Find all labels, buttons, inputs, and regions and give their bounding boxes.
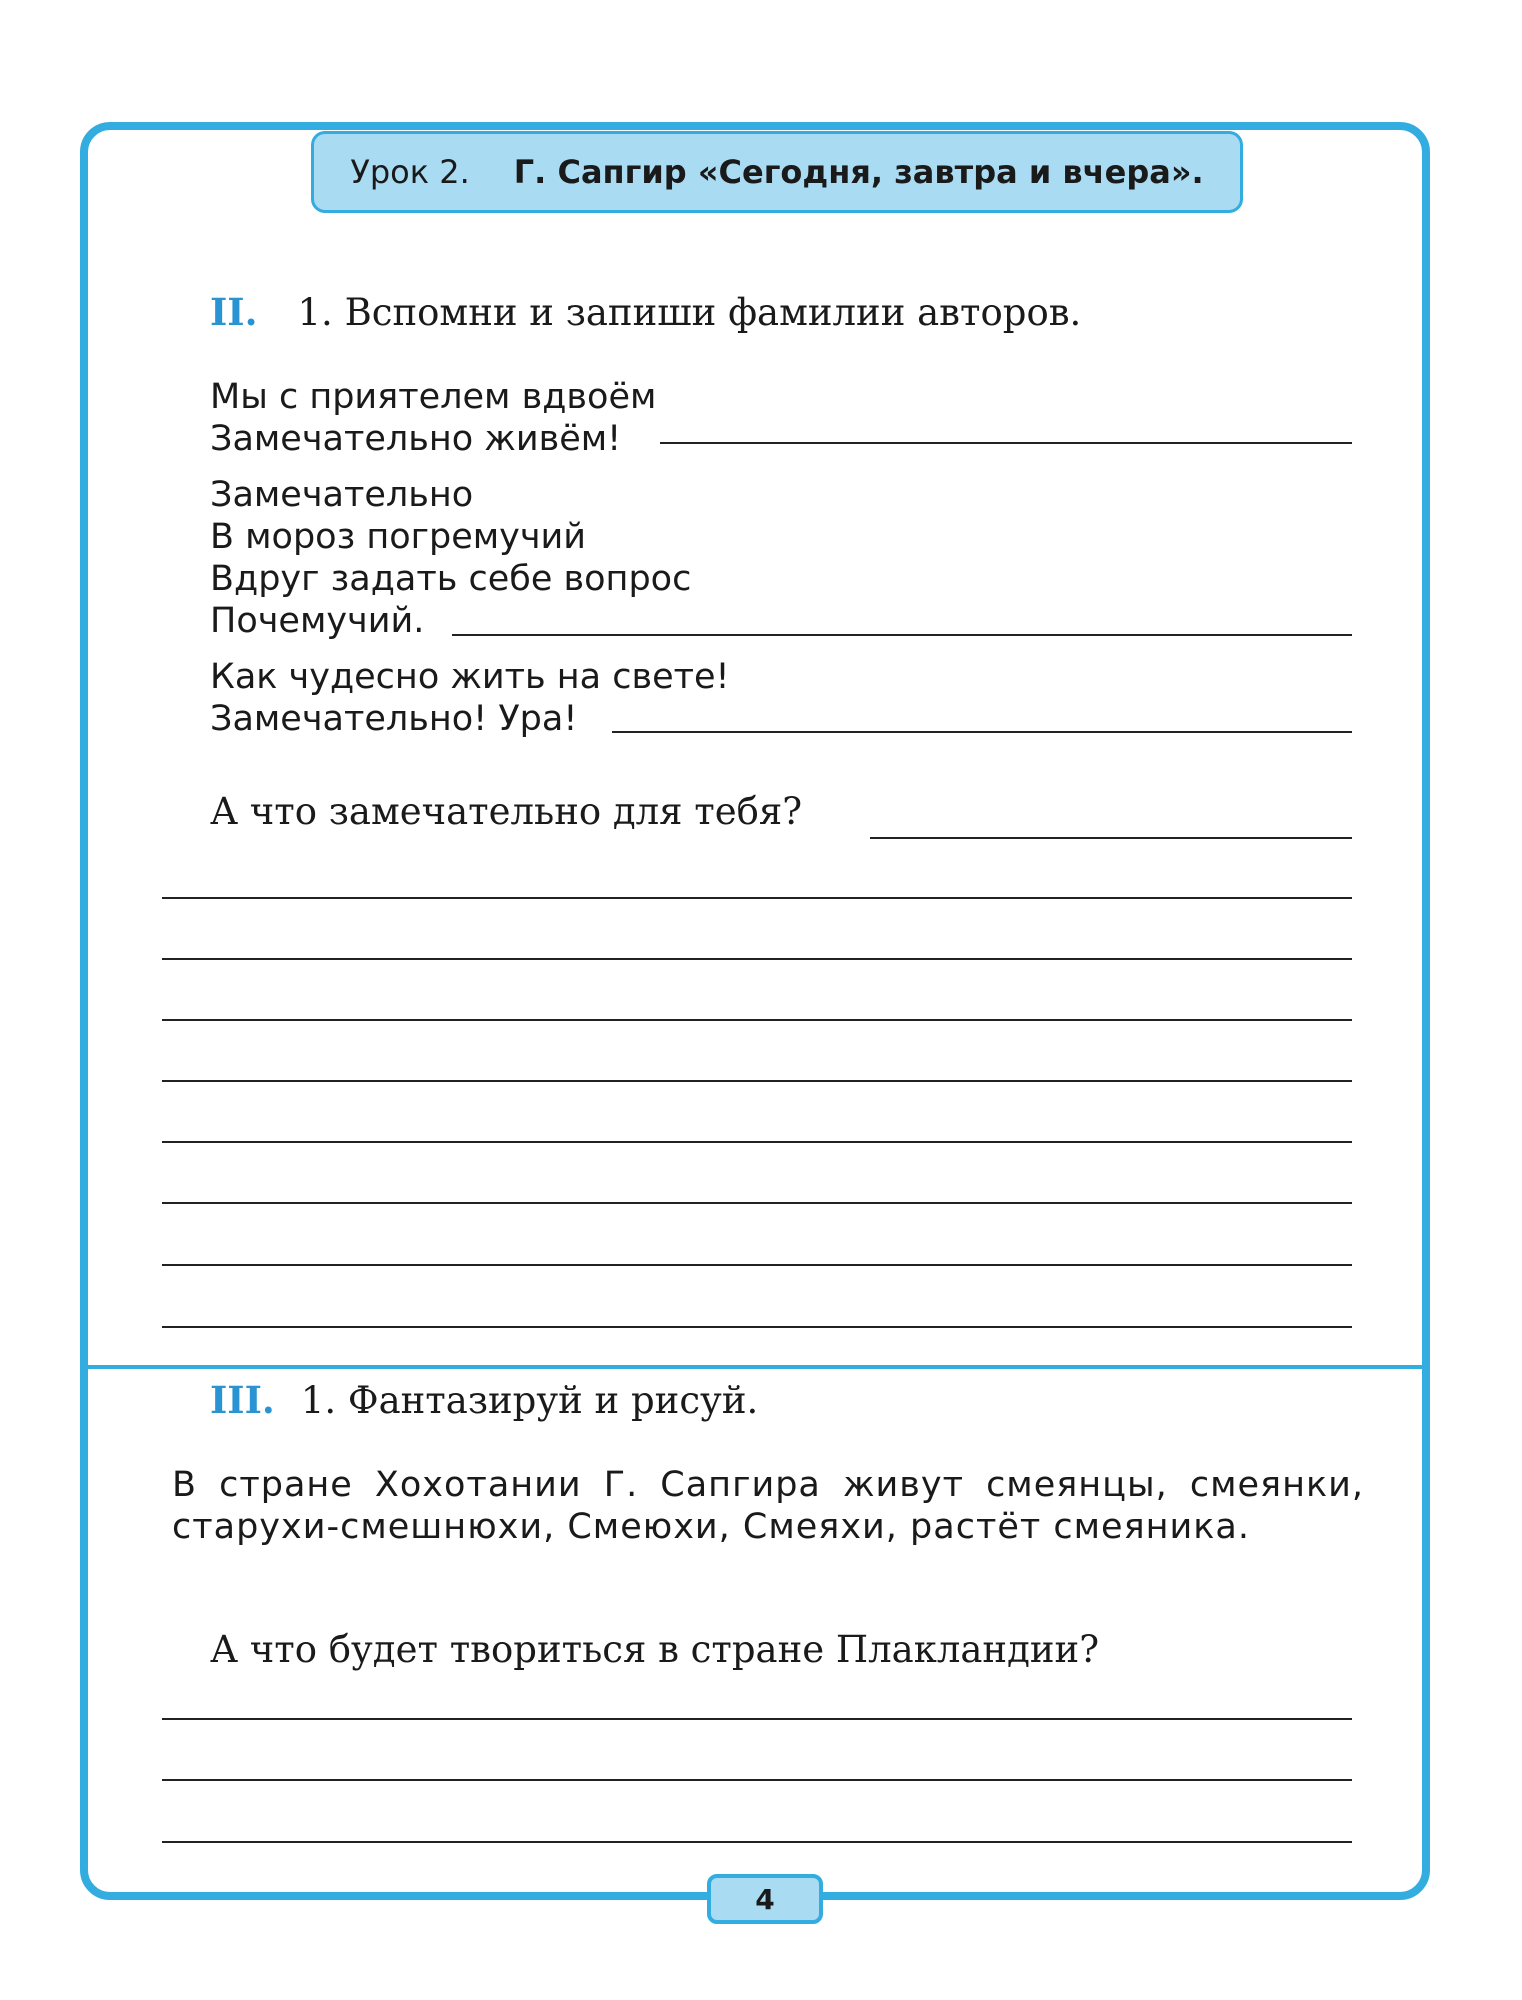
- section-3-task: [210, 1378, 758, 1422]
- poem-line: Замечательно: [210, 475, 474, 515]
- answer-line[interactable]: [162, 958, 1352, 960]
- poem-line: Мы с приятелем вдвоём: [210, 377, 657, 417]
- answer-line[interactable]: [162, 897, 1352, 899]
- poem-line: Замечательно! Ура!: [210, 699, 578, 739]
- answer-line[interactable]: [162, 1019, 1352, 1021]
- answer-line-author-1[interactable]: [660, 442, 1352, 444]
- answer-line-author-2[interactable]: [452, 634, 1352, 636]
- answer-line[interactable]: [162, 1718, 1352, 1720]
- poem-line: Замечательно живём!: [210, 419, 622, 459]
- answer-line[interactable]: [162, 1141, 1352, 1143]
- poem-line: Почемучий.: [210, 601, 425, 641]
- answer-line[interactable]: [162, 1202, 1352, 1204]
- poem-line: В мороз погремучий: [210, 517, 587, 557]
- answer-line[interactable]: [162, 1326, 1352, 1328]
- poem-line: Как чудесно жить на свете!: [210, 657, 730, 697]
- answer-line[interactable]: [162, 1779, 1352, 1781]
- section-2-question: А что замечательно для тебя?: [210, 790, 803, 833]
- lesson-title-box: [311, 131, 1243, 213]
- answer-line-question[interactable]: [870, 837, 1352, 839]
- section-3-paragraph: В стране Хохотании Г. Сапгира живут смеянцы, смеянки, старухи-смешнюхи, Смеюхи, Смеяхи, растёт смеяника.: [172, 1465, 1364, 1547]
- answer-line[interactable]: [162, 1264, 1352, 1266]
- poem-line: Вдруг задать себе вопрос: [210, 559, 692, 599]
- section-2-task: [210, 290, 1081, 334]
- section-3-question: А что будет твориться в стране Плакландии?: [210, 1628, 1100, 1671]
- section-divider: [88, 1365, 1422, 1369]
- lesson-number: Урок 2.: [350, 153, 470, 191]
- section-3-task-text: 1. Фантазируй и рисуй.: [300, 1379, 759, 1422]
- page-number: 4: [707, 1874, 823, 1924]
- section-3-number: III.: [210, 1378, 275, 1422]
- poem-stanza-1: [210, 376, 656, 460]
- section-2-task-text: 1. Вспомни и запиши фамилии авторов.: [297, 291, 1082, 334]
- poem-stanza-3: [210, 656, 730, 740]
- answer-line[interactable]: [162, 1841, 1352, 1843]
- section-2-number: II.: [210, 290, 258, 334]
- answer-line[interactable]: [162, 1080, 1352, 1082]
- answer-line-author-3[interactable]: [612, 731, 1352, 733]
- lesson-work-title: Г. Сапгир «Сегодня, завтра и вчера».: [513, 153, 1204, 191]
- poem-stanza-2: [210, 474, 691, 642]
